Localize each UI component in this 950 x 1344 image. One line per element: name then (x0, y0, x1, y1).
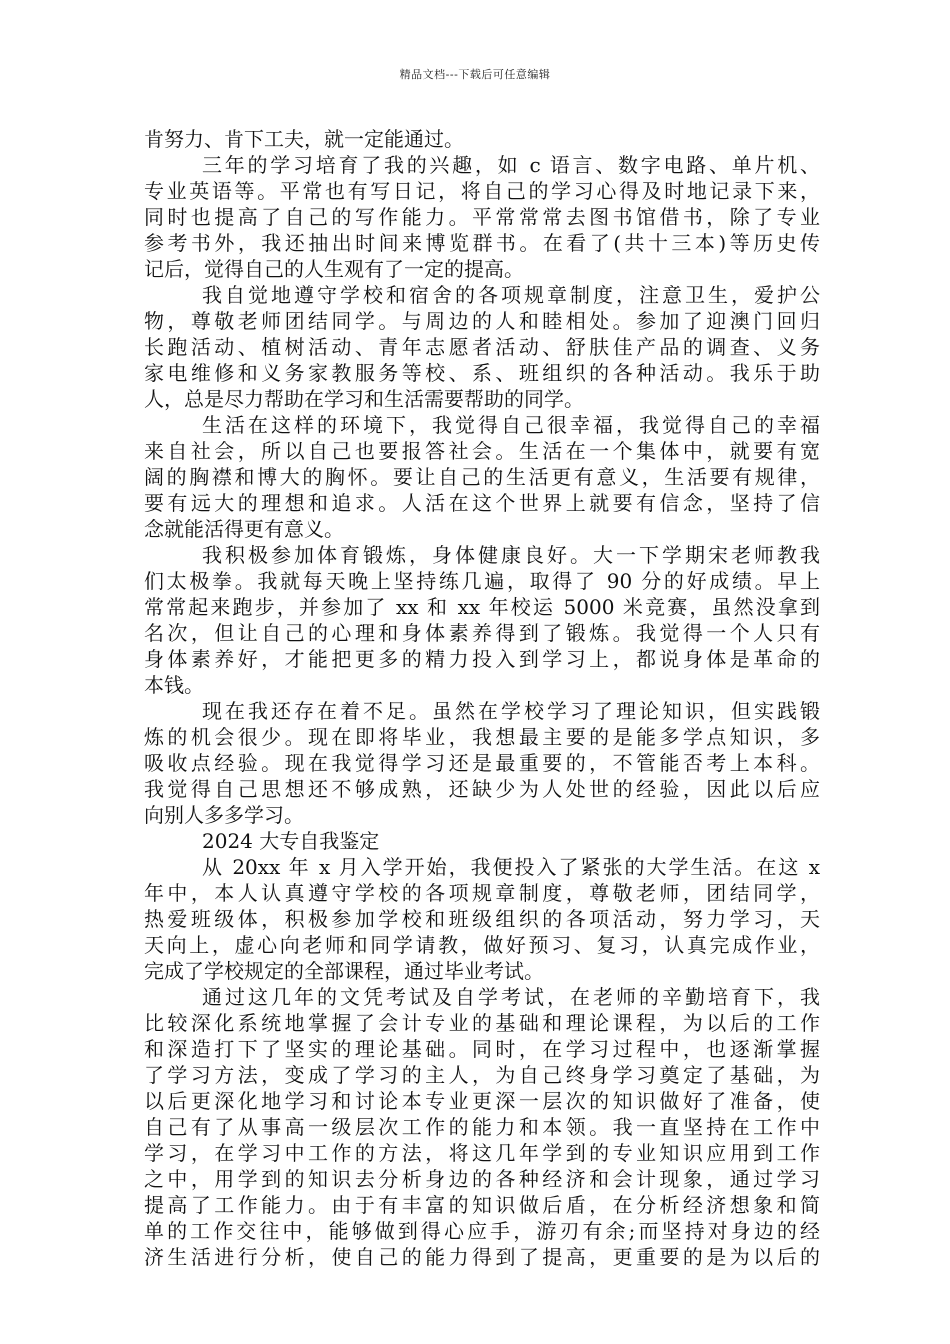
text-line: 常常起来跑步，并参加了 xx 和 xx 年校运 5000 米竞赛，虽然没拿到 (144, 595, 820, 619)
text-line: 学习，在学习中工作的方法，将这几年学到的专业知识应用到工作 (144, 1141, 820, 1165)
text-line: 天向上，虚心向老师和同学请教，做好预习、复习，认真完成作业， (144, 933, 820, 957)
text-line: 提高了工作能力。由于有丰富的知识做后盾，在分析经济想象和简 (144, 1193, 820, 1217)
text-line: 本钱。 (144, 673, 204, 697)
text-line: 参考书外，我还抽出时间来博览群书。在看了(共十三本)等历史传 (144, 231, 820, 255)
text-line: 三年的学习培育了我的兴趣，如 c 语言、数字电路、单片机、 (202, 153, 820, 177)
paragraph-1 (144, 126, 820, 152)
paragraph-4 (144, 412, 820, 542)
text-line: 肯努力、肯下工夫，就一定能通过。 (144, 127, 464, 151)
text-line: 现在我还存在着不足。虽然在学校学习了理论知识，但实践锻 (202, 699, 820, 723)
text-line: 专业英语等。平常也有写日记，将自己的学习心得及时地记录下来， (144, 179, 820, 203)
text-line: 吸收点经验。现在我觉得学习还是最重要的，不管能否考上本科。 (144, 751, 820, 775)
section-title: 2024 大专自我鉴定 (202, 829, 380, 853)
text-line: 身体素养好，才能把更多的精力投入到学习上，都说身体是革命的 (144, 647, 820, 671)
text-line: 我觉得自己思想还不够成熟，还缺少为人处世的经验，因此以后应 (144, 777, 820, 801)
text-line: 向别人多多学习。 (144, 803, 304, 827)
paragraph-8 (144, 984, 820, 1270)
text-line: 自己有了从事高一级层次工作的能力和本领。我一直坚持在工作中 (144, 1115, 820, 1139)
paragraph-2 (144, 152, 820, 282)
text-line: 完成了学校规定的全部课程，通过毕业考试。 (144, 959, 544, 983)
page-header: 精品文档---下载后可任意编辑 (399, 68, 551, 81)
text-line: 通过这几年的文凭考试及自学考试，在老师的辛勤培育下，我 (202, 985, 820, 1009)
text-line: 阔的胸襟和博大的胸怀。要让自己的生活更有意义，生活要有规律， (144, 465, 820, 489)
text-line: 年中，本人认真遵守学校的各项规章制度，尊敬老师，团结同学， (144, 881, 820, 905)
text-line: 记后，觉得自己的人生观有了一定的提高。 (144, 257, 524, 281)
text-line: 和深造打下了坚实的理论基础。同时，在学习过程中，也逐渐掌握 (144, 1037, 820, 1061)
text-line: 同时也提高了自己的写作能力。平常常常去图书馆借书，除了专业 (144, 205, 820, 229)
text-line: 名次，但让自己的心理和身体素养得到了锻炼。我觉得一个人只有 (144, 621, 820, 645)
text-line: 之中，用学到的知识去分析身边的各种经济和会计现象，通过学习 (144, 1167, 820, 1191)
paragraph-7 (144, 854, 820, 984)
text-line: 热爱班级体，积极参加学校和班级组织的各项活动，努力学习，天 (144, 907, 820, 931)
paragraph-3 (144, 282, 820, 412)
text-line: 比较深化系统地掌握了会计专业的基础和理论课程，为以后的工作 (144, 1011, 820, 1035)
text-line: 物，尊敬老师团结同学。与周边的人和睦相处。参加了迎澳门回归 (144, 309, 820, 333)
text-line: 单的工作交往中，能够做到得心应手，游刃有余;而坚持对身边的经 (144, 1219, 820, 1243)
paragraph-5 (144, 542, 820, 698)
text-line: 我积极参加体育锻炼，身体健康良好。大一下学期宋老师教我 (202, 543, 820, 567)
text-line: 念就能活得更有意义。 (144, 517, 344, 541)
paragraph-6 (144, 698, 820, 828)
text-line: 长跑活动、植树活动、青年志愿者活动、舒肤佳产品的调查、义务 (144, 335, 820, 359)
text-line: 生活在这样的环境下，我觉得自己很幸福，我觉得自己的幸福 (202, 413, 820, 437)
text-line: 以后更深化地学习和讨论本专业更深一层次的知识做好了准备，使 (144, 1089, 820, 1113)
text-line: 济生活进行分析，使自己的能力得到了提高，更重要的是为以后的 (144, 1245, 820, 1269)
text-line: 了学习方法，变成了学习的主人，为自己终身学习奠定了基础，为 (144, 1063, 820, 1087)
text-line: 人，总是尽力帮助在学习和生活需要帮助的同学。 (144, 387, 584, 411)
text-line: 从 20xx 年 x 月入学开始，我便投入了紧张的大学生活。在这 x (202, 855, 820, 879)
text-line: 家电维修和义务家教服务等校、系、班组织的各种活动。我乐于助 (144, 361, 820, 385)
text-line: 们太极拳。我就每天晚上坚持练几遍，取得了 90 分的好成绩。早上 (144, 569, 820, 593)
text-line: 要有远大的理想和追求。人活在这个世界上就要有信念，坚持了信 (144, 491, 820, 515)
text-line: 我自觉地遵守学校和宿舍的各项规章制度，注意卫生，爱护公 (202, 283, 820, 307)
document-body (144, 126, 820, 1270)
text-line: 来自社会，所以自己也要报答社会。生活在一个集体中，就要有宽 (144, 439, 820, 463)
text-line: 炼的机会很少。现在即将毕业，我想最主要的是能多学点知识，多 (144, 725, 820, 749)
